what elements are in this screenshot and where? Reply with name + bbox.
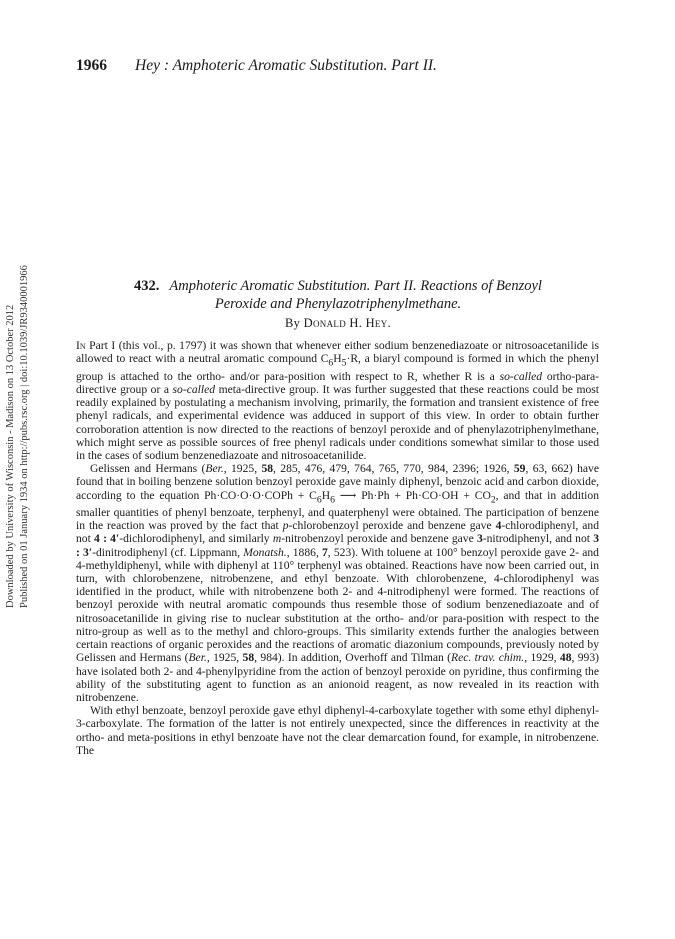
emphasis: m [272, 532, 282, 546]
text-run: , 285, 476, 479, 764, 765, 770, 984, 2396; 1926, [273, 462, 514, 476]
page-number: 1966 [76, 57, 107, 74]
article-title [76, 277, 600, 313]
locant: 3 [476, 532, 483, 546]
journal-citation: Rec. trav. chim. [451, 651, 525, 665]
subscript: 6 [328, 357, 334, 369]
locant: 3 : 3′ [76, 532, 600, 559]
text-run: , 1925, [223, 462, 262, 476]
download-note [0, 0, 36, 640]
text-run: , 523). With toluene at 100° benzoyl peroxide gave 2- and 4-methyldiphenyl, while with diphenyl at 110° terphenyl was obtained. Reactions have now been carried out, in turn, with chlorobenzene, nitrobenzene, and ethyl benzoate. With chlorobenzene, 4-chlorodiphenyl was identified in the product, while with nitrobenzene both 2- and 4-nitrodiphenyl were formed. The reactions of benzoyl peroxide with neutral aromatic compounds thus resemble those of sodium benzenediazoate and of nitrosoacetanilide in giving rise to nuclear substitution at the ortho- and/or para-position with respect to the nitro-group as well as to the methyl and chloro-groups. This similarity extends further the analogies between certain reactions of organic peroxides and the reactions of aromatic diazonium compounds, previously noted by Gelissen and Hermans ( [76, 545, 599, 665]
text-run: With ethyl benzoate, benzoyl peroxide gave ethyl diphenyl-4-carboxylate together with some ethyl diphenyl-3-carboxylate. The formation of the latter is not entirely unexpected, since the differences in reactivity at the ortho- and meta-positions in ethyl benzoate have not the clear demarcation found, for example, in nitrobenzene. The [76, 704, 599, 757]
paragraph-3 [76, 704, 599, 757]
volume-number: 7 [322, 545, 328, 559]
text-run: , 1886, [286, 545, 322, 559]
article-number: 432. [134, 278, 160, 294]
volume-number: 59 [513, 462, 526, 476]
text-run: -nitrobenzoyl peroxide and benzene gave [281, 532, 477, 546]
text-run: ⟶ Ph·Ph + Ph·CO·OH + CO [334, 488, 491, 502]
journal-citation: Ber. [205, 462, 224, 476]
article-title-line1: Amphoteric Aromatic Substitution. Part II. Reactions of Benzoyl [169, 278, 542, 294]
journal-citation: Ber. [188, 651, 207, 665]
running-title: Hey : Amphoteric Aromatic Substitution. Part II. [135, 57, 437, 74]
emphasis: so-called [499, 369, 543, 383]
byline [76, 316, 600, 331]
emphasis: p [282, 519, 289, 533]
author-name: Donald H. Hey. [303, 316, 391, 330]
locant: 4 [495, 519, 502, 533]
locant: 4 : 4′ [94, 532, 120, 546]
paragraph-2 [76, 462, 599, 704]
subscript: 2 [490, 493, 496, 505]
text-run: Part I (this vol., p. 1797) it was shown that whenever either sodium benzenediazoate or nitrosoacetanilide is allowed to react with a neutral aromatic compound C [76, 339, 599, 366]
text-run: -chlorobenzoyl peroxide and benzene gave [288, 519, 496, 533]
text-run: -dinitrodiphenyl (cf. Lippmann, [92, 545, 244, 559]
subscript: 5 [341, 357, 347, 369]
text-run: H [321, 488, 331, 502]
download-note-line: Downloaded by University of Wisconsin - Madison on 13 October 2012 [5, 304, 16, 608]
text-run: meta-directive group. It was further suggested that these reactions could be most readily explained by postulating a mechanism involving, primarily, the formation and transient existence of free phenyl radicals, and experimental evidence was adduced in support of this view. In order to obtain further corroboration attention is now directed to the reactions of benzoyl peroxide and of phenylazotriphenylmethane, which might serve as possible sources of free phenyl radicals under conditions somewhat similar to those used in the cases of sodium benzenediazoate and nitrosoacetanilide. [76, 382, 599, 462]
volume-number: 58 [261, 462, 274, 476]
byline-prefix: By [285, 316, 304, 330]
subscript: 6 [316, 493, 322, 505]
text-run: Gelissen and Hermans ( [90, 462, 206, 476]
text-run: , and that in addition smaller quantities of phenyl benzoate, terphenyl, and quaterphenyl were obtained. The participation of benzene in the reaction was proved by the fact that [76, 488, 599, 533]
text-run: , 993) have isolated both 2- and 4-phenylpyridine from the action of benzoyl peroxide on pyridine, thus confirming the ability of the substituting agent to function as an anionoid reagent, as now revealed in its reaction with nitrobenzene. [76, 651, 600, 704]
text-run: , 1925, [206, 651, 243, 665]
paragraph-1 [76, 339, 599, 462]
text-run: H [333, 352, 342, 366]
lead-word: In [76, 339, 86, 352]
running-head [76, 57, 606, 75]
text-run: -chlorodiphenyl, and not [76, 519, 599, 546]
article-body [76, 339, 599, 757]
text-run: ·R, a biaryl compound is formed in which the phenyl group is attached to the ortho- and/or para-position with respect to R, whether R is a [76, 352, 599, 383]
article-title-line2: Peroxide and Phenylazotriphenylmethane. [214, 296, 462, 312]
volume-number: 48 [559, 651, 572, 665]
text-run: ortho-para-directive group or a [76, 369, 600, 396]
journal-citation: Monatsh. [243, 545, 287, 559]
text-run: -dichlorodiphenyl, and similarly [119, 532, 273, 546]
publication-note-line: Published on 01 January 1934 on http://pubs.rsc.org | doi:10.1039/JR9340001966 [19, 265, 30, 608]
text-run: , 984). In addition, Overhoff and Tilman ( [254, 651, 452, 665]
text-run: , 63, 662) have found that in boiling benzene solution benzoyl peroxide gave mainly diphenyl, benzoic acid and carbon dioxide, according to the equation Ph·CO·O·O·COPh + C [76, 462, 600, 502]
emphasis: so-called [172, 382, 216, 396]
subscript: 6 [330, 493, 335, 505]
volume-number: 58 [242, 651, 255, 665]
text-run: -nitrodiphenyl, and not [482, 532, 594, 546]
text-run: , 1929, [524, 651, 560, 665]
